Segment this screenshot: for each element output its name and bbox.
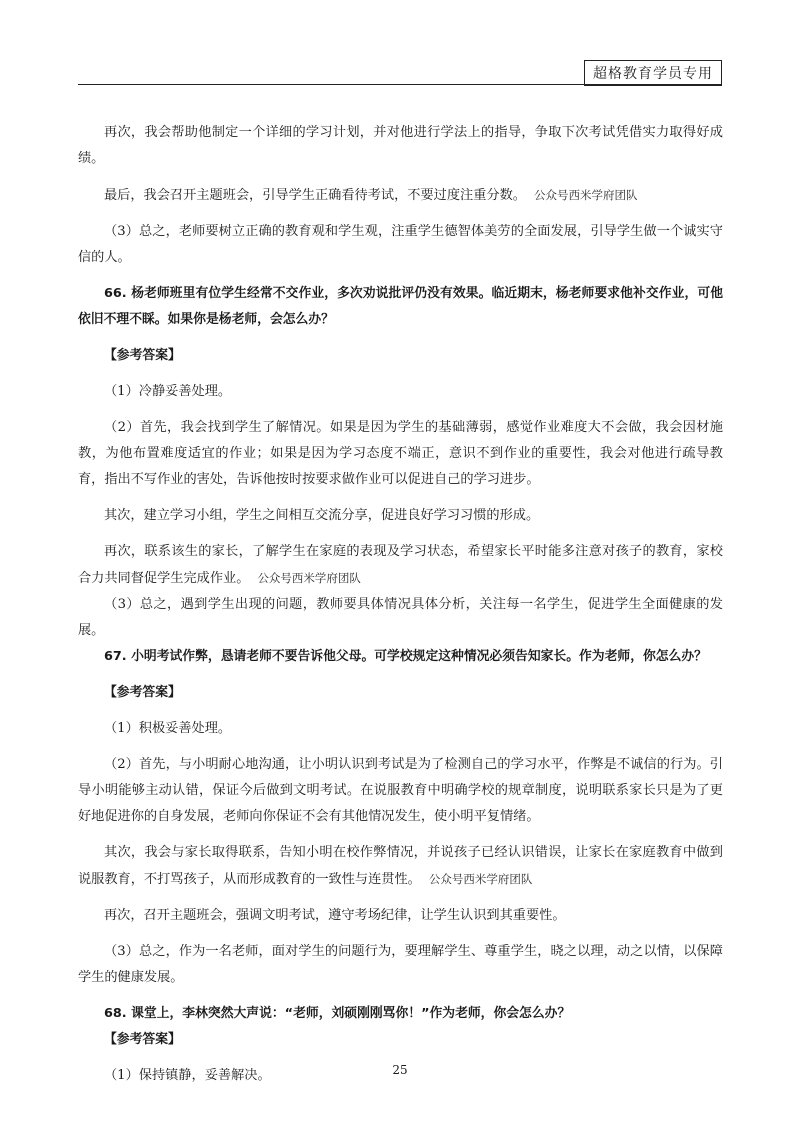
paragraph: （1）保持镇静，妥善解决。 (104, 1068, 271, 1083)
header-label: 超格教育学员专用 (584, 60, 722, 86)
paragraph: （3）总之，作为一名老师，面对学生的问题行为，要理解学生、尊重学生，晓之以理，动之以情，以保障学生的健康发展。 (78, 944, 723, 985)
paragraph: （3）总之，老师要树立正确的教育观和学生观，注重学生德智体美劳的全面发展，引导学生做一个诚实守信的人。 (78, 224, 723, 265)
question-68: 68. 课堂上，李林突然大声说：“老师，刘硕刚刚骂你！”作为老师，你会怎么办？ (104, 1006, 571, 1021)
answer-heading: 【参考答案】 (104, 685, 181, 700)
paragraph: （2）首先，我会找到学生了解情况。如果是因为学生的基础薄弱，感觉作业难度大不会做，我会因材施教，为他布置难度适宜的作业；如果是因为学习态度不端正，意识不到作业的重要性，我会对他进行疏导教育，指出不写作业的害处，告诉他按时按要求做作业可以促进自己的学习进步。 (78, 420, 723, 487)
question-67: 67. 小明考试作弊，恳请老师不要告诉他父母。可学校规定这种情况必须告知家长。作为老师，你怎么办？ (104, 649, 707, 664)
paragraph: （1）冷静妥善处理。 (104, 384, 232, 399)
paragraph: （2）首先，与小明耐心地沟通，让小明认识到考试是为了检测自己的学习水平，作弊是不诚信的行为。引导小明能够主动认错，保证今后做到文明考试。在说服教育中明确学校的规章制度，说明联系家长只是为了更好地促进你的自身发展，老师向你保证不会有其他情况发生，使小明平复情绪。 (78, 757, 723, 824)
paragraph: 再次，召开主题班会，强调文明考试，遵守考场纪律，让学生认识到其重要性。 (104, 908, 566, 923)
paragraph: （3）总之，遇到学生出现的问题，教师要具体情况具体分析，关注每一名学生，促进学生全面健康的发展。 (78, 597, 723, 638)
page-number: 25 (392, 1063, 408, 1077)
header-rule (78, 84, 722, 85)
answer-heading: 【参考答案】 (104, 1032, 181, 1047)
watermark: 公众号西米学府团队 (257, 571, 361, 585)
document-body (78, 120, 723, 1089)
paragraph: 最后，我会召开主题班会，引导学生正确看待考试，不要过度注重分数。 公众号西米学府团队 (104, 188, 638, 203)
paragraph: 再次，联系该生的家长，了解学生在家庭的表现及学习状态，希望家长平时能多注意对孩子的教育，家校合力共同督促学生完成作业。 公众号西米学府团队 (78, 544, 723, 586)
paragraph: 其次，我会与家长取得联系，告知小明在校作弊情况，并说孩子已经认识错误，让家长在家庭教育中做到说服教育，不打骂孩子，从而形成教育的一致性与连贯性。 公众号西米学府团队 (78, 845, 723, 887)
question-66: 66. 杨老师班里有位学生经常不交作业，多次劝说批评仍没有效果。临近期末，杨老师要求他补交作业，可他依旧不理不睬。如果你是杨老师，会怎么办？ (78, 286, 723, 327)
paragraph: 其次，建立学习小组，学生之间相互交流分享，促进良好学习习惯的形成。 (104, 508, 540, 523)
paragraph: （1）积极妥善处理。 (104, 721, 232, 736)
watermark: 公众号西米学府团队 (534, 188, 638, 202)
watermark: 公众号西米学府团队 (428, 872, 533, 886)
paragraph: 再次，我会帮助他制定一个详细的学习计划，并对他进行学法上的指导，争取下次考试凭借实力取得好成绩。 (78, 125, 723, 166)
answer-heading: 【参考答案】 (104, 348, 181, 363)
